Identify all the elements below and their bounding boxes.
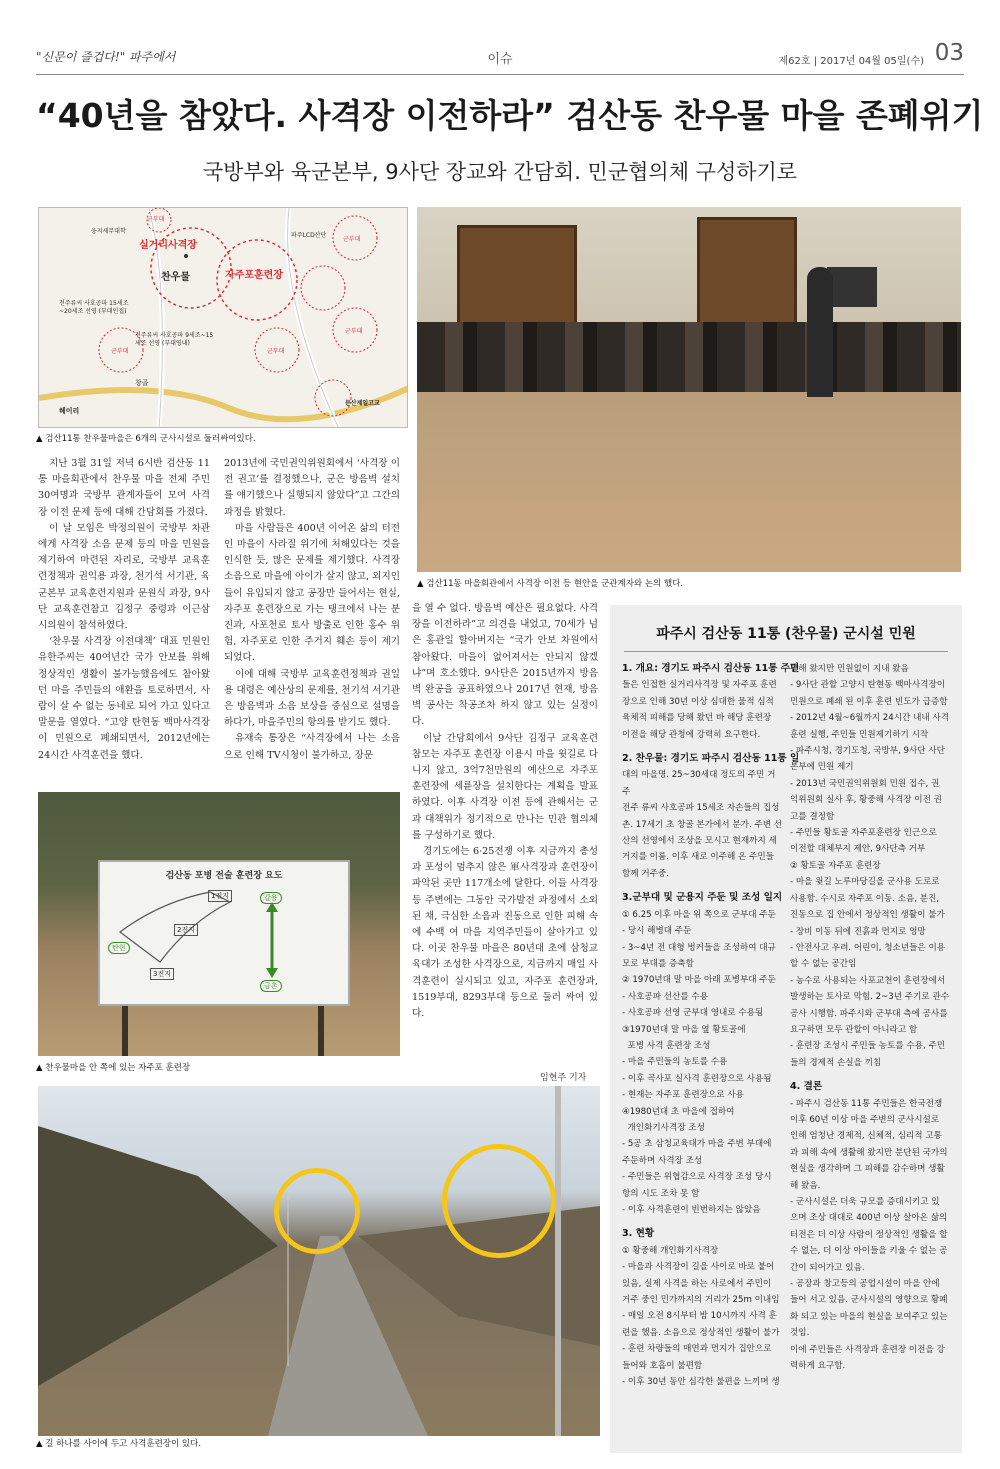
sidebar-line: - 이후 곡사포 실사격 훈련장으로 사용됨 [622, 1073, 772, 1084]
sidebar-line: - 마을 주민들의 농토를 수용 [622, 1057, 728, 1068]
sidebar-line: 인해 엄청난 경제적, 신체적, 심리적 고통 [790, 1131, 942, 1142]
sign-label-tanhyeon: 탄현 [108, 942, 130, 954]
map-caption: ▲ 검산11통 찬우물마을은 6개의 군사시설로 둘러싸여있다. [36, 434, 256, 444]
training-sign-board [98, 860, 350, 1006]
sidebar-line: 이전을 해당 관청에 강력히 요구한다. [622, 729, 761, 740]
sidebar-line: 촌. 17세기 초 창골 본가에서 분가. 주변 선 [622, 819, 783, 830]
road-scene [38, 1086, 600, 1436]
section-label: 이슈 [487, 52, 513, 67]
page-header [36, 40, 964, 74]
sign-diagram [100, 862, 352, 1008]
sidebar-line: - 주민들 황토골 자주포훈련장 인근으로 [790, 828, 937, 839]
sign-pos1: 1진지 [208, 890, 232, 902]
article-paragraph: 지난 3월 31일 저녁 6시반 검산동 11통 마을회관에서 찬우물 마을 전체 주민 30여명과 국방부 관계자들이 모여 사격장 이전 문제 등에 대해 간담회를 가졌다. [38, 458, 210, 518]
sidebar-line: 발생하는 토사로 막힘. 2~3년 주기로 관수 [790, 992, 950, 1003]
sidebar-line: 모로 부대를 증축함 [622, 958, 694, 969]
area-map [38, 207, 408, 428]
sidebar-line: 들어 서고 있음. 군사시설의 영향으로 황폐 [790, 1295, 948, 1306]
sidebar-line: 주둔하며 사격장 조성 [622, 1155, 703, 1166]
sidebar-line: ③1970년대 말 마을 옆 황토골에 [622, 1024, 746, 1035]
sidebar-line: 수 없는, 더 이상 아이들을 키울 수 없는 공 [790, 1246, 948, 1257]
article-paragraph: ‘찬우물 사격장 이전대책’ 대표 민원인 유한주씨는 40여년간 국가 안보를 위해 정상적인 생활이 불가능했음에도 참아왔던 마을 주민들의 애환을 토로하면서, 사람이 살 수 없는 동네로 되어 가고 있다고 말문을 열였다. “고양 탄현동 백마사격장이 민원으로 폐쇄되면서, 2012년에는 24시간 사격훈련을 했다. [38, 636, 210, 761]
sidebar-line: 과 피해 속에 생활해 왔지만 분단된 국가의 [790, 1147, 948, 1158]
map-label-unit5: 군부대 [267, 348, 285, 355]
sidebar-line: ② 황토골 자주포 훈련장 [790, 860, 881, 871]
sidebar-line: - 파주시청, 경기도청, 국방부, 9사단 사단 [790, 746, 945, 757]
map-label-unit3: 군부대 [345, 328, 363, 335]
sidebar-line: 요구하면 모두 관할이 아니라고 함 [790, 1024, 918, 1035]
sidebar-spacer [790, 1071, 954, 1079]
sidebar-line: - 장비 이동 뒤에 진흙과 먼지로 엉망 [790, 926, 926, 937]
sidebar-line: 익위원회 실사 후, 황중해 사격장 이전 권 [790, 795, 942, 806]
subheadline: 국방부와 육군본부, 9사단 장교와 간담회. 민군협의체 구성하기로 [202, 160, 798, 184]
article-paragraph: 마을 사람들은 400년 이어온 삶의 터전인 마을이 사라질 위기에 처해있다는 것을 인식한 듯, 많은 문제를 제기했다. 사격장 소음으로 마을에 아이가 살지 않고, 외지인들이 유입되지 않고 공장만 들어서는 현실, 자주포 훈련장으로 가는 탱크에서 나는 분진과, 사포천로 토사 방출로 인한 홍수 위험, 자주포로 인한 주거지 훼손 등이 제기되었다. [224, 522, 400, 664]
sign-pos3: 3진지 [150, 968, 174, 980]
sidebar-heading: 1. 개요: 경기도 파주시 검산동 11통 주민 [622, 663, 800, 674]
map-label-lcd: 파주LCD산단 [291, 232, 327, 239]
sidebar-line: - 군사시설은 더욱 규모를 증대시키고 있 [790, 1197, 940, 1207]
sign-label-galyong: 갈용 [260, 892, 282, 904]
standing-speaker [807, 267, 833, 397]
sidebar-line: - 파주시 검산동 11통 주민들은 한국전쟁 [790, 1098, 943, 1109]
wooden-door-left [457, 225, 577, 335]
sidebar-line: 산의 선영에서 조상을 모시고 현재까지 세 [622, 836, 777, 847]
sidebar-title: 파주시 검산동 11통 (찬우물) 군시설 민원 [656, 626, 916, 642]
sidebar-line: 육체적 피해를 당해 왔던 바 해당 훈련장 [622, 713, 772, 724]
article-paragraph: 이 날 모임은 박정의원이 국방부 차관에게 사격장 소음 문제 등의 마을 민원을 제기하여 마련된 자리로, 국방부 교육훈련정책과 권익용 과장, 천기석 서기관, 육군본부 교육훈련지원과 문원식 과장, 9사단 교육훈련참고 김정구 중령과 이근삼 시의원이 참석하였다. [38, 522, 210, 632]
sidebar-line: 으며 조상 대대로 400년 이상 살아온 삶의 [790, 1213, 948, 1224]
sidebar-line: - 2012년 4월~6월까지 24시간 내내 사격 [790, 713, 950, 724]
sidebar-line: 터전은 더 이상 사람이 정상적인 생활을 할 [790, 1229, 948, 1240]
sidebar-line: - 훈련 차량들의 매연과 먼지가 집안으로 [622, 1344, 772, 1355]
sidebar-line: - 주민들은 위협감으로 사격장 조성 당시 [622, 1172, 772, 1183]
sidebar-line: 진동으로 집 안에서 정상적인 생활이 불가 [790, 910, 945, 921]
map-label-range2: 자주포훈련장 [225, 270, 283, 281]
sidebar-line: 들의 경제적 손실을 끼침 [790, 1057, 882, 1068]
sidebar-line: ② 1970년대 말 마을 아래 포병부대 주둔 [622, 975, 776, 986]
sidebar-line: 활해 왔지만 민원없이 지내 왔음 [790, 664, 909, 674]
sidebar-line: - 당시 해병대 주둔 [622, 926, 692, 937]
sidebar-line: 들은 인접한 실거리사격장 및 자주포 훈련 [622, 680, 777, 691]
article-paragraph: 경기도에는 6·25전쟁 이후 지금까지 총성과 포성이 멈추지 않은 軍사격장과 훈련장이 파악된 곳만 117개소에 달한다. 이들 사격장 등 주변에는 그동안 국가발전 과정에서 소외된 채, 극심한 소음과 진동으로 인한 피해 속에 수백 여 마을 지역주민들이 살아가고 있다. 이곳 찬우물 마을은 80년대 초에 삼청교육대가 조성한 사격장으로, 지금까지 매일 사격훈련이 실시되고 있고, 자주포 훈련장과, 1519부대, 8293부대 등으로 둘러 싸여 있다. [412, 846, 598, 1020]
sidebar-heading: 4. 결론 [790, 1081, 823, 1093]
sidebar-line: - 사호공파 선산를 수용 [622, 991, 709, 1002]
sidebar-line: - 마을 윗길 노루마당길을 군사용 도로로 [790, 877, 940, 888]
map-label-tomb1: 전주류씨 사호공파 15세조~20세조 선영 (부대인접) [59, 300, 129, 315]
header-rule [36, 74, 964, 75]
sidebar-line: 해 왔음. [790, 1180, 821, 1191]
map-label-unit1: 군부대 [147, 216, 165, 223]
sidebar-line: 사용함. 수시로 자주포 이동. 소음, 분진, [790, 893, 940, 904]
sidebar-line: 이전할 대체부지 제안, 9사단측 거부 [790, 844, 926, 855]
sidebar-line: - 안전사고 우려. 어린이, 청소년들은 이용 [790, 942, 946, 953]
wooden-door-right [697, 217, 797, 327]
sidebar-col-right [790, 661, 954, 1374]
sidebar-line: - 사호공파 선영 군부대 영내로 수용됨 [622, 1008, 764, 1019]
sidebar-line: - 매일 오전 8시부터 밤 10시까지 사격 훈 [622, 1311, 777, 1322]
sidebar-line: 들어와 호흡이 불편함 [622, 1360, 703, 1371]
sidebar-line: - 훈련장 조성시 주민들 농토를 수용, 주민 [790, 1041, 946, 1052]
sidebar-line: 것임. [790, 1328, 810, 1339]
sidebar-line: 훈련 실행, 주민들 민원제기하기 시작 [790, 729, 929, 740]
sidebar-line: - 현재는 자주포 훈련장으로 사용 [622, 1090, 744, 1101]
map-label-heiri: 헤이리 [59, 407, 80, 415]
road-photo [38, 1086, 600, 1436]
sidebar-line: 장으로 인해 30년 이상 심대한 물적 심적 [622, 696, 774, 707]
sidebar-line: 할 수 없는 공간임 [790, 959, 857, 970]
sidebar-line: 민원으로 폐쇄 된 이후 훈련 빈도가 급증함 [790, 696, 948, 707]
sidebar-line: 공사 시행함. 파주시와 군부대 측에 공사를 [790, 1008, 948, 1019]
sidebar-line: - 2013년 국민권익위원회 민원 접수, 권 [790, 778, 940, 789]
article-paragraph: 2013년에 국민권익위원회에서 ‘사격장 이전 권고’를 결정했으나, 군은 방음벽 설치를 얘기했으나 실행되지 않았다”고 그간의 과정을 밝혔다. [224, 458, 400, 518]
sign-label-geumchon: 금촌 [260, 980, 282, 992]
map-label-tomb2: 전주류씨 사호공파 9세조~15세조 선영 (부대영내) [135, 332, 214, 347]
sidebar-line: 개인화기사격장 조성 [622, 1122, 705, 1133]
map-label-changgol: 창골 [135, 379, 149, 387]
map-label-village: 찬우물 [161, 272, 190, 283]
article-paragraph: 이날 간담회에서 9사단 김정구 교육훈련참모는 자주포 훈련장 이용시 마을 윗길로 다니지 않고, 3억7천만원의 예산으로 자주포 훈련장에 세륜장을 설치한다는 계획을 발표하였다. 이후 사격장 이전 등에 관해서는 군과 대책위가 정기적으로 만나는 민관 협의체를 구성하기로 했다. [412, 732, 598, 841]
sidebar-line: 이에 주민들은 사격장과 훈련장 이전을 강 [790, 1344, 945, 1355]
sidebar-line: 전주 류씨 사호공파 15세조 자손들의 집성 [622, 803, 780, 814]
article-paragraph: 을 열 수 없다. 방음벽 예산은 필요없다. 사격장을 이전하라”고 의견을 내었고, 70세가 넘은 홍관일 할아버지는 “국가 안보 차원에서 참아왔다. 마을이 없어져서는 안되지 않겠냐”며 호소했다. 9사단은 2015년까지 방음벽 완공을 공표하였으나 2017년 현재, 방음벽 공사는 착공조차 하지 않고 있는 실정이다. [412, 603, 598, 728]
sidebar-line: 력하게 요구함. [790, 1361, 846, 1372]
sidebar-line: 대의 마을명. 25~30세대 정도의 주민 거 [622, 770, 776, 781]
page-number: 03 [934, 40, 964, 66]
seated-attendees [417, 322, 961, 392]
sidebar-line: 고를 결정함 [790, 811, 835, 822]
map-label-school2: 문산제일고교 [345, 400, 380, 407]
sidebar-heading: 3.군부대 및 군용지 주둔 및 조성 일지 [622, 892, 783, 904]
headline: “40년을 참았다. 사격장 이전하라” 검산동 찬우물 마을 존폐위기 [36, 96, 984, 135]
highlight-circle-right [442, 1144, 556, 1258]
sidebar-line: 있음, 실제 사격을 하는 사로에서 주민이 [622, 1278, 772, 1289]
tv [827, 267, 877, 307]
map-label-unit2: 군부대 [343, 236, 361, 243]
sidebar-rule [624, 651, 948, 652]
sidebar-line: ④1980년대 초 마을에 접하여 [622, 1106, 735, 1117]
complaint-sidebar [610, 605, 962, 1453]
sign-photo-caption: ▲ 찬우물마을 안 쪽에 있는 자주포 훈련장 [36, 1063, 191, 1073]
sign-pos2: 2진지 [174, 924, 198, 936]
sidebar-line: - 이후 사격훈련이 빈번하지는 않았음 [622, 1205, 761, 1215]
sidebar-line: ① 황중해 개인화기사격장 [622, 1245, 719, 1256]
map-label-range1: 실거리사격장 [139, 240, 197, 251]
training-sign-photo [38, 792, 400, 1056]
sidebar-line: 현실을 생각하며 그 피해를 감수하며 생활 [790, 1164, 945, 1175]
sidebar-line: - 9사단 관할 고양시 탄현동 백마사격장이 [790, 680, 946, 691]
highlight-circle-left [274, 1168, 360, 1254]
map-label-school: 웅지세무대학 [91, 228, 126, 235]
sidebar-heading: 2. 찬우물: 경기도 파주시 검산동 11통 일 [622, 753, 800, 765]
sidebar-line: 련을 했음. 소음으로 정상적인 생활이 불가 [622, 1327, 780, 1338]
sidebar-spacer [622, 882, 786, 890]
article-col-3 [412, 601, 598, 1022]
sidebar-spacer [622, 1218, 786, 1226]
masthead-logo: "신문이 즐겁다!" 파주에서 [36, 50, 176, 64]
sidebar-line: 항의 시도 조차 못 함 [622, 1188, 700, 1199]
sidebar-line: - 3~4년 전 대형 벙커들을 조성하여 대규 [622, 942, 776, 953]
sidebar-line: ① 6.25 이후 마을 위 쪽으로 군부대 주둔 [622, 909, 776, 920]
article-paragraph: 유재숙 통장은 “사격장에서 나는 소음으로 인해 TV시청이 불가하고, 장문 [224, 733, 400, 761]
sidebar-line: 화 되고 있는 마을의 현실을 보여주고 있는 [790, 1311, 948, 1322]
sidebar-line: - 공장과 창고등의 공업시설이 마을 안에 [790, 1279, 940, 1290]
sign-post [318, 1006, 324, 1056]
sidebar-heading: 3. 현황 [622, 1228, 655, 1240]
meeting-photo-caption: ▲ 검산11동 마을회관에서 사격장 이전 등 현안을 군관계자와 논의 했다. [417, 579, 684, 589]
article-col-1 [38, 456, 210, 764]
sidebar-line: 함께 거주중. [622, 868, 669, 879]
sidebar-line: - 농수로 사용되는 사포교천이 훈련장에서 [790, 975, 946, 986]
sidebar-line: 포병 사격 훈련장 조성 [622, 1040, 711, 1051]
sidebar-line: - 마을과 사격장이 길을 사이로 바로 붙어 [622, 1262, 775, 1273]
sidebar-line: - 이후 30년 동안 심각한 불편을 느끼며 생 [622, 1377, 780, 1388]
sidebar-line: - 5공 초 삼청교육대가 마을 주변 부대에 [622, 1139, 772, 1150]
sidebar-line: 거지를 이룸. 이후 새로 이주해 온 주민들 [622, 852, 774, 863]
map-label-unit4: 군부대 [111, 348, 129, 355]
article-col-2 [224, 456, 400, 764]
sign-post [122, 1006, 128, 1056]
sign-title: 검산동 포병 전술 훈련장 요도 [165, 871, 283, 881]
article-paragraph: 이에 대해 국방부 교육훈련정책과 권일용 대령은 예산상의 문제를, 천기석 서기관은 방음벽과 소음 보상을 중심으로 설명을 하다가, 마을주민의 항의를 받기도 했다. [224, 668, 400, 729]
meeting-photo [417, 207, 961, 572]
issue-info: 제62호 | 2017년 04월 05일(수) [778, 56, 924, 67]
sidebar-line: 본부에 민원 제기 [790, 762, 854, 773]
sidebar-line: 주 [622, 786, 631, 797]
sidebar-line: 간이 되어가고 있음. [790, 1262, 865, 1273]
sidebar-spacer [622, 743, 786, 751]
sidebar-line: 거주 중인 민가까지의 거리가 25m 이내임 [622, 1295, 780, 1306]
byline: 임현주 기자 [540, 1073, 587, 1083]
road-photo-caption: ▲ 길 하나를 사이에 두고 사격훈련장이 있다. [36, 1439, 202, 1449]
sidebar-line: 이후 60년 이상 마을 주변의 군사시설로 [790, 1114, 940, 1125]
